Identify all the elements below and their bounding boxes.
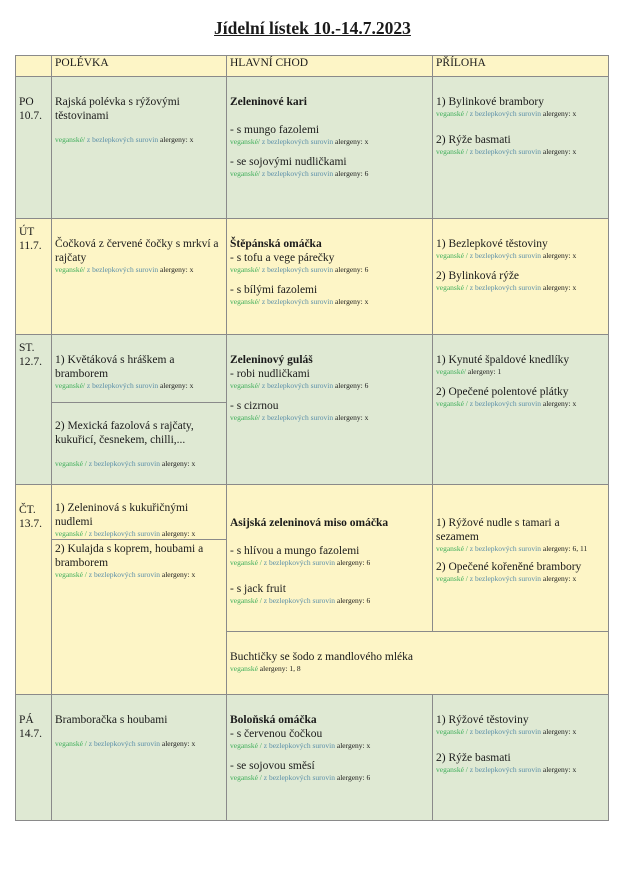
day-label: ST. xyxy=(19,342,35,354)
diet-tag-part: veganské / xyxy=(436,727,468,736)
soup-cell xyxy=(52,219,227,335)
soup-cell xyxy=(52,77,227,219)
day-date: 11.7. xyxy=(19,240,42,252)
header-main: HLAVNÍ CHOD xyxy=(227,56,433,77)
diet-tag xyxy=(230,664,605,674)
side-option: 2) Rýže basmati xyxy=(436,752,511,764)
soup-name: Čočková z červené čočky s mrkví a rajčaty xyxy=(55,238,219,264)
soup-name: Rajská polévka s rýžovými těstovinami xyxy=(55,96,180,122)
diet-tag-part: z bezlepkových surovin xyxy=(86,570,160,579)
main-cell xyxy=(227,77,433,219)
diet-tag xyxy=(55,381,223,391)
soup-name: 2) Mexická fazolová s rajčaty, kukuřicí, česnekem, chilli,... xyxy=(55,420,194,446)
soup-name: 1) Zeleninová s kukuřičnými nudlemi xyxy=(55,502,189,528)
diet-tag-part: alergeny: 6 xyxy=(333,381,369,390)
diet-tag xyxy=(55,135,223,145)
day-date: 10.7. xyxy=(19,110,42,122)
diet-tag-part: veganské / xyxy=(436,109,468,118)
side-option: 2) Opečené polentové plátky xyxy=(436,386,569,398)
main-cell xyxy=(227,219,433,335)
diet-tag-part: veganské / xyxy=(55,529,87,538)
diet-tag-part: alergeny: 6 xyxy=(333,169,369,178)
diet-tag-part: alergeny: x xyxy=(540,147,577,156)
diet-tag xyxy=(436,109,605,119)
diet-tag-part: veganské / xyxy=(436,574,468,583)
soup-name: 2) Kulajda s koprem, houbami a bramborem xyxy=(55,543,204,569)
diet-tag xyxy=(55,459,223,469)
day-row-st xyxy=(16,335,609,403)
day-date: 12.7. xyxy=(19,356,42,368)
diet-tag-part: alergeny: x xyxy=(540,765,577,774)
diet-tag xyxy=(230,297,429,307)
diet-tag-part: veganské / xyxy=(436,283,468,292)
main-option: - se sojovou směsí xyxy=(230,760,315,772)
diet-tag-part: veganské/ xyxy=(230,137,260,146)
side-option: 1) Kynuté špaldové knedlíky xyxy=(436,354,570,366)
side-cell xyxy=(433,695,609,821)
diet-tag-part: alergeny: x xyxy=(158,381,194,390)
diet-tag xyxy=(230,773,429,783)
side-option: 1) Rýžové těstoviny xyxy=(436,714,529,726)
diet-tag xyxy=(230,169,429,179)
diet-tag-part: z bezlepkových surovin xyxy=(261,596,335,605)
diet-tag-part: alergeny: x xyxy=(158,135,194,144)
side-option: 2) Bylinková rýže xyxy=(436,270,520,282)
diet-tag-part: z bezlepkových surovin xyxy=(85,381,159,390)
diet-tag-part: veganské/ xyxy=(230,381,260,390)
diet-tag-part: alergeny: x xyxy=(159,459,196,468)
diet-tag xyxy=(436,544,605,554)
diet-tag-part: veganské / xyxy=(55,570,87,579)
day-label: ÚT xyxy=(19,226,35,238)
dessert-cell xyxy=(227,632,609,695)
diet-tag-part: veganské / xyxy=(436,765,468,774)
menu-table xyxy=(15,55,609,821)
dessert-name: Buchtičky se šodo z mandlového mléka xyxy=(230,651,414,663)
soup-cell xyxy=(52,335,227,403)
day-label: PÁ xyxy=(19,714,34,726)
day-cell xyxy=(16,695,52,821)
diet-tag-part: alergeny: x xyxy=(333,413,369,422)
diet-tag-part: z bezlepkových surovin xyxy=(260,381,334,390)
diet-tag-part: alergeny: 6, 11 xyxy=(540,544,588,553)
main-title: Boloňská omáčka xyxy=(230,714,317,726)
diet-tag xyxy=(55,739,223,749)
diet-tag-part: veganské/ xyxy=(230,413,260,422)
side-cell xyxy=(433,219,609,335)
side-option: 2) Opečené kořeněné brambory xyxy=(436,561,582,573)
diet-tag-part: z bezlepkových surovin xyxy=(467,147,541,156)
diet-tag xyxy=(230,265,429,275)
diet-tag-part: veganské / xyxy=(230,558,262,567)
diet-tag-part: alergeny: x xyxy=(159,529,196,538)
main-cell xyxy=(227,335,433,485)
side-cell xyxy=(433,77,609,219)
day-row-pa xyxy=(16,695,609,821)
diet-tag xyxy=(55,570,223,580)
diet-tag-part: alergeny: 6 xyxy=(333,265,369,274)
side-cell xyxy=(433,335,609,485)
main-option: - robi nudličkami xyxy=(230,368,310,380)
diet-tag xyxy=(436,399,605,409)
side-option: 1) Rýžové nudle s tamari a sezamem xyxy=(436,517,560,543)
soup-cell xyxy=(52,540,227,695)
header-soup: POLÉVKA xyxy=(52,56,227,77)
diet-tag-part: veganské/ xyxy=(230,265,260,274)
diet-tag-part: z bezlepkových surovin xyxy=(467,544,541,553)
diet-tag xyxy=(436,574,605,584)
diet-tag xyxy=(436,147,605,157)
main-option: - s tofu a vege párečky xyxy=(230,252,335,264)
day-label: PO xyxy=(19,96,34,108)
soup-name: 1) Květáková s hráškem a bramborem xyxy=(55,354,175,380)
diet-tag-part: z bezlepkových surovin xyxy=(260,413,334,422)
diet-tag-part: alergeny: x xyxy=(159,739,196,748)
diet-tag-part: z bezlepkových surovin xyxy=(85,135,159,144)
diet-tag xyxy=(230,741,429,751)
diet-tag-part: z bezlepkových surovin xyxy=(467,399,541,408)
diet-tag-part: alergeny: x xyxy=(540,399,577,408)
day-date: 13.7. xyxy=(19,518,42,530)
diet-tag-part: veganské xyxy=(230,664,258,673)
diet-tag xyxy=(436,251,605,261)
diet-tag-part: z bezlepkových surovin xyxy=(86,529,160,538)
main-option: - s bílými fazolemi xyxy=(230,284,318,296)
diet-tag xyxy=(55,529,223,539)
diet-tag-part: z bezlepkových surovin xyxy=(467,727,541,736)
diet-tag-part: z bezlepkových surovin xyxy=(261,773,335,782)
diet-tag-part: z bezlepkových surovin xyxy=(261,558,335,567)
diet-tag-part: z bezlepkových surovin xyxy=(467,251,541,260)
main-option: - s hlívou a mungo fazolemi xyxy=(230,545,360,557)
diet-tag-part: z bezlepkových surovin xyxy=(260,137,334,146)
side-option: 2) Rýže basmati xyxy=(436,134,511,146)
diet-tag-part: veganské / xyxy=(436,544,468,553)
diet-tag-part: z bezlepkových surovin xyxy=(467,283,541,292)
diet-tag-part: alergeny: x xyxy=(540,727,577,736)
day-row-po xyxy=(16,77,609,219)
diet-tag-part: veganské/ xyxy=(230,297,260,306)
diet-tag-part: alergeny: 1 xyxy=(466,367,502,376)
main-option: - s červenou čočkou xyxy=(230,728,323,740)
diet-tag-part: alergeny: x xyxy=(158,265,194,274)
diet-tag xyxy=(436,283,605,293)
main-option: - s cizrnou xyxy=(230,400,279,412)
diet-tag-part: veganské / xyxy=(230,596,262,605)
diet-tag-part: alergeny: 6 xyxy=(334,558,371,567)
day-date: 14.7. xyxy=(19,728,42,740)
diet-tag-part: alergeny: x xyxy=(159,570,196,579)
diet-tag-part: alergeny: 6 xyxy=(334,596,371,605)
diet-tag-part: z bezlepkových surovin xyxy=(260,265,334,274)
header-row xyxy=(16,56,609,77)
diet-tag-part: alergeny: 6 xyxy=(334,773,371,782)
diet-tag-part: veganské/ xyxy=(55,135,85,144)
soup-cell xyxy=(52,695,227,821)
diet-tag xyxy=(230,596,429,606)
diet-tag-part: z bezlepkových surovin xyxy=(86,739,160,748)
day-cell xyxy=(16,335,52,485)
diet-tag-part: z bezlepkových surovin xyxy=(467,765,541,774)
day-cell xyxy=(16,485,52,695)
main-option: - se sojovými nudličkami xyxy=(230,156,347,168)
header-side: PŘÍLOHA xyxy=(433,56,609,77)
page-title: Jídelní lístek 10.-14.7.2023 xyxy=(214,18,411,38)
diet-tag-part: veganské / xyxy=(436,251,468,260)
diet-tag xyxy=(436,765,605,775)
diet-tag-part: alergeny: x xyxy=(333,137,369,146)
side-cell xyxy=(433,485,609,632)
main-title: Štěpánská omáčka xyxy=(230,238,322,250)
main-title: Asijská zeleninová miso omáčka xyxy=(230,517,389,529)
diet-tag xyxy=(436,727,605,737)
main-title: Zeleninové kari xyxy=(230,96,307,108)
diet-tag-part: alergeny: x xyxy=(540,109,577,118)
diet-tag-part: veganské/ xyxy=(230,169,260,178)
side-option: 1) Bezlepkové těstoviny xyxy=(436,238,548,250)
day-row-ut xyxy=(16,219,609,335)
diet-tag-part: veganské/ xyxy=(55,381,85,390)
diet-tag-part: veganské / xyxy=(230,741,262,750)
header-day xyxy=(16,56,52,77)
day-cell xyxy=(16,219,52,335)
day-row-ct xyxy=(16,485,609,540)
diet-tag-part: alergeny: x xyxy=(540,283,577,292)
soup-name: Bramboračka s houbami xyxy=(55,714,168,726)
diet-tag-part: alergeny: 1, 8 xyxy=(257,664,301,673)
diet-tag xyxy=(230,137,429,147)
soup-cell xyxy=(52,403,227,485)
diet-tag xyxy=(230,413,429,423)
day-label: ČT. xyxy=(19,504,36,516)
diet-tag-part: z bezlepkových surovin xyxy=(86,459,160,468)
main-cell xyxy=(227,695,433,821)
diet-tag-part: z bezlepkových surovin xyxy=(260,297,334,306)
diet-tag-part: veganské / xyxy=(230,773,262,782)
diet-tag-part: z bezlepkových surovin xyxy=(467,109,541,118)
diet-tag-part: veganské / xyxy=(55,459,87,468)
diet-tag-part: z bezlepkových surovin xyxy=(85,265,159,274)
main-option: - s jack fruit xyxy=(230,583,286,595)
diet-tag-part: alergeny: x xyxy=(334,741,371,750)
diet-tag-part: alergeny: x xyxy=(540,574,577,583)
diet-tag-part: z bezlepkových surovin xyxy=(260,169,334,178)
diet-tag xyxy=(230,558,429,568)
main-title: Zeleninový guláš xyxy=(230,354,313,366)
diet-tag-part: veganské/ xyxy=(55,265,85,274)
diet-tag-part: alergeny: x xyxy=(333,297,369,306)
diet-tag xyxy=(436,367,605,377)
main-cell xyxy=(227,485,433,632)
diet-tag xyxy=(55,265,223,275)
diet-tag-part: veganské / xyxy=(436,399,468,408)
side-option: 1) Bylinkové brambory xyxy=(436,96,544,108)
diet-tag xyxy=(230,381,429,391)
main-option: - s mungo fazolemi xyxy=(230,124,320,136)
diet-tag-part: veganské / xyxy=(436,147,468,156)
day-cell xyxy=(16,77,52,219)
diet-tag-part: z bezlepkových surovin xyxy=(467,574,541,583)
diet-tag-part: veganské/ xyxy=(436,367,466,376)
diet-tag-part: veganské / xyxy=(55,739,87,748)
soup-cell xyxy=(52,485,227,540)
diet-tag-part: alergeny: x xyxy=(540,251,577,260)
diet-tag-part: z bezlepkových surovin xyxy=(261,741,335,750)
